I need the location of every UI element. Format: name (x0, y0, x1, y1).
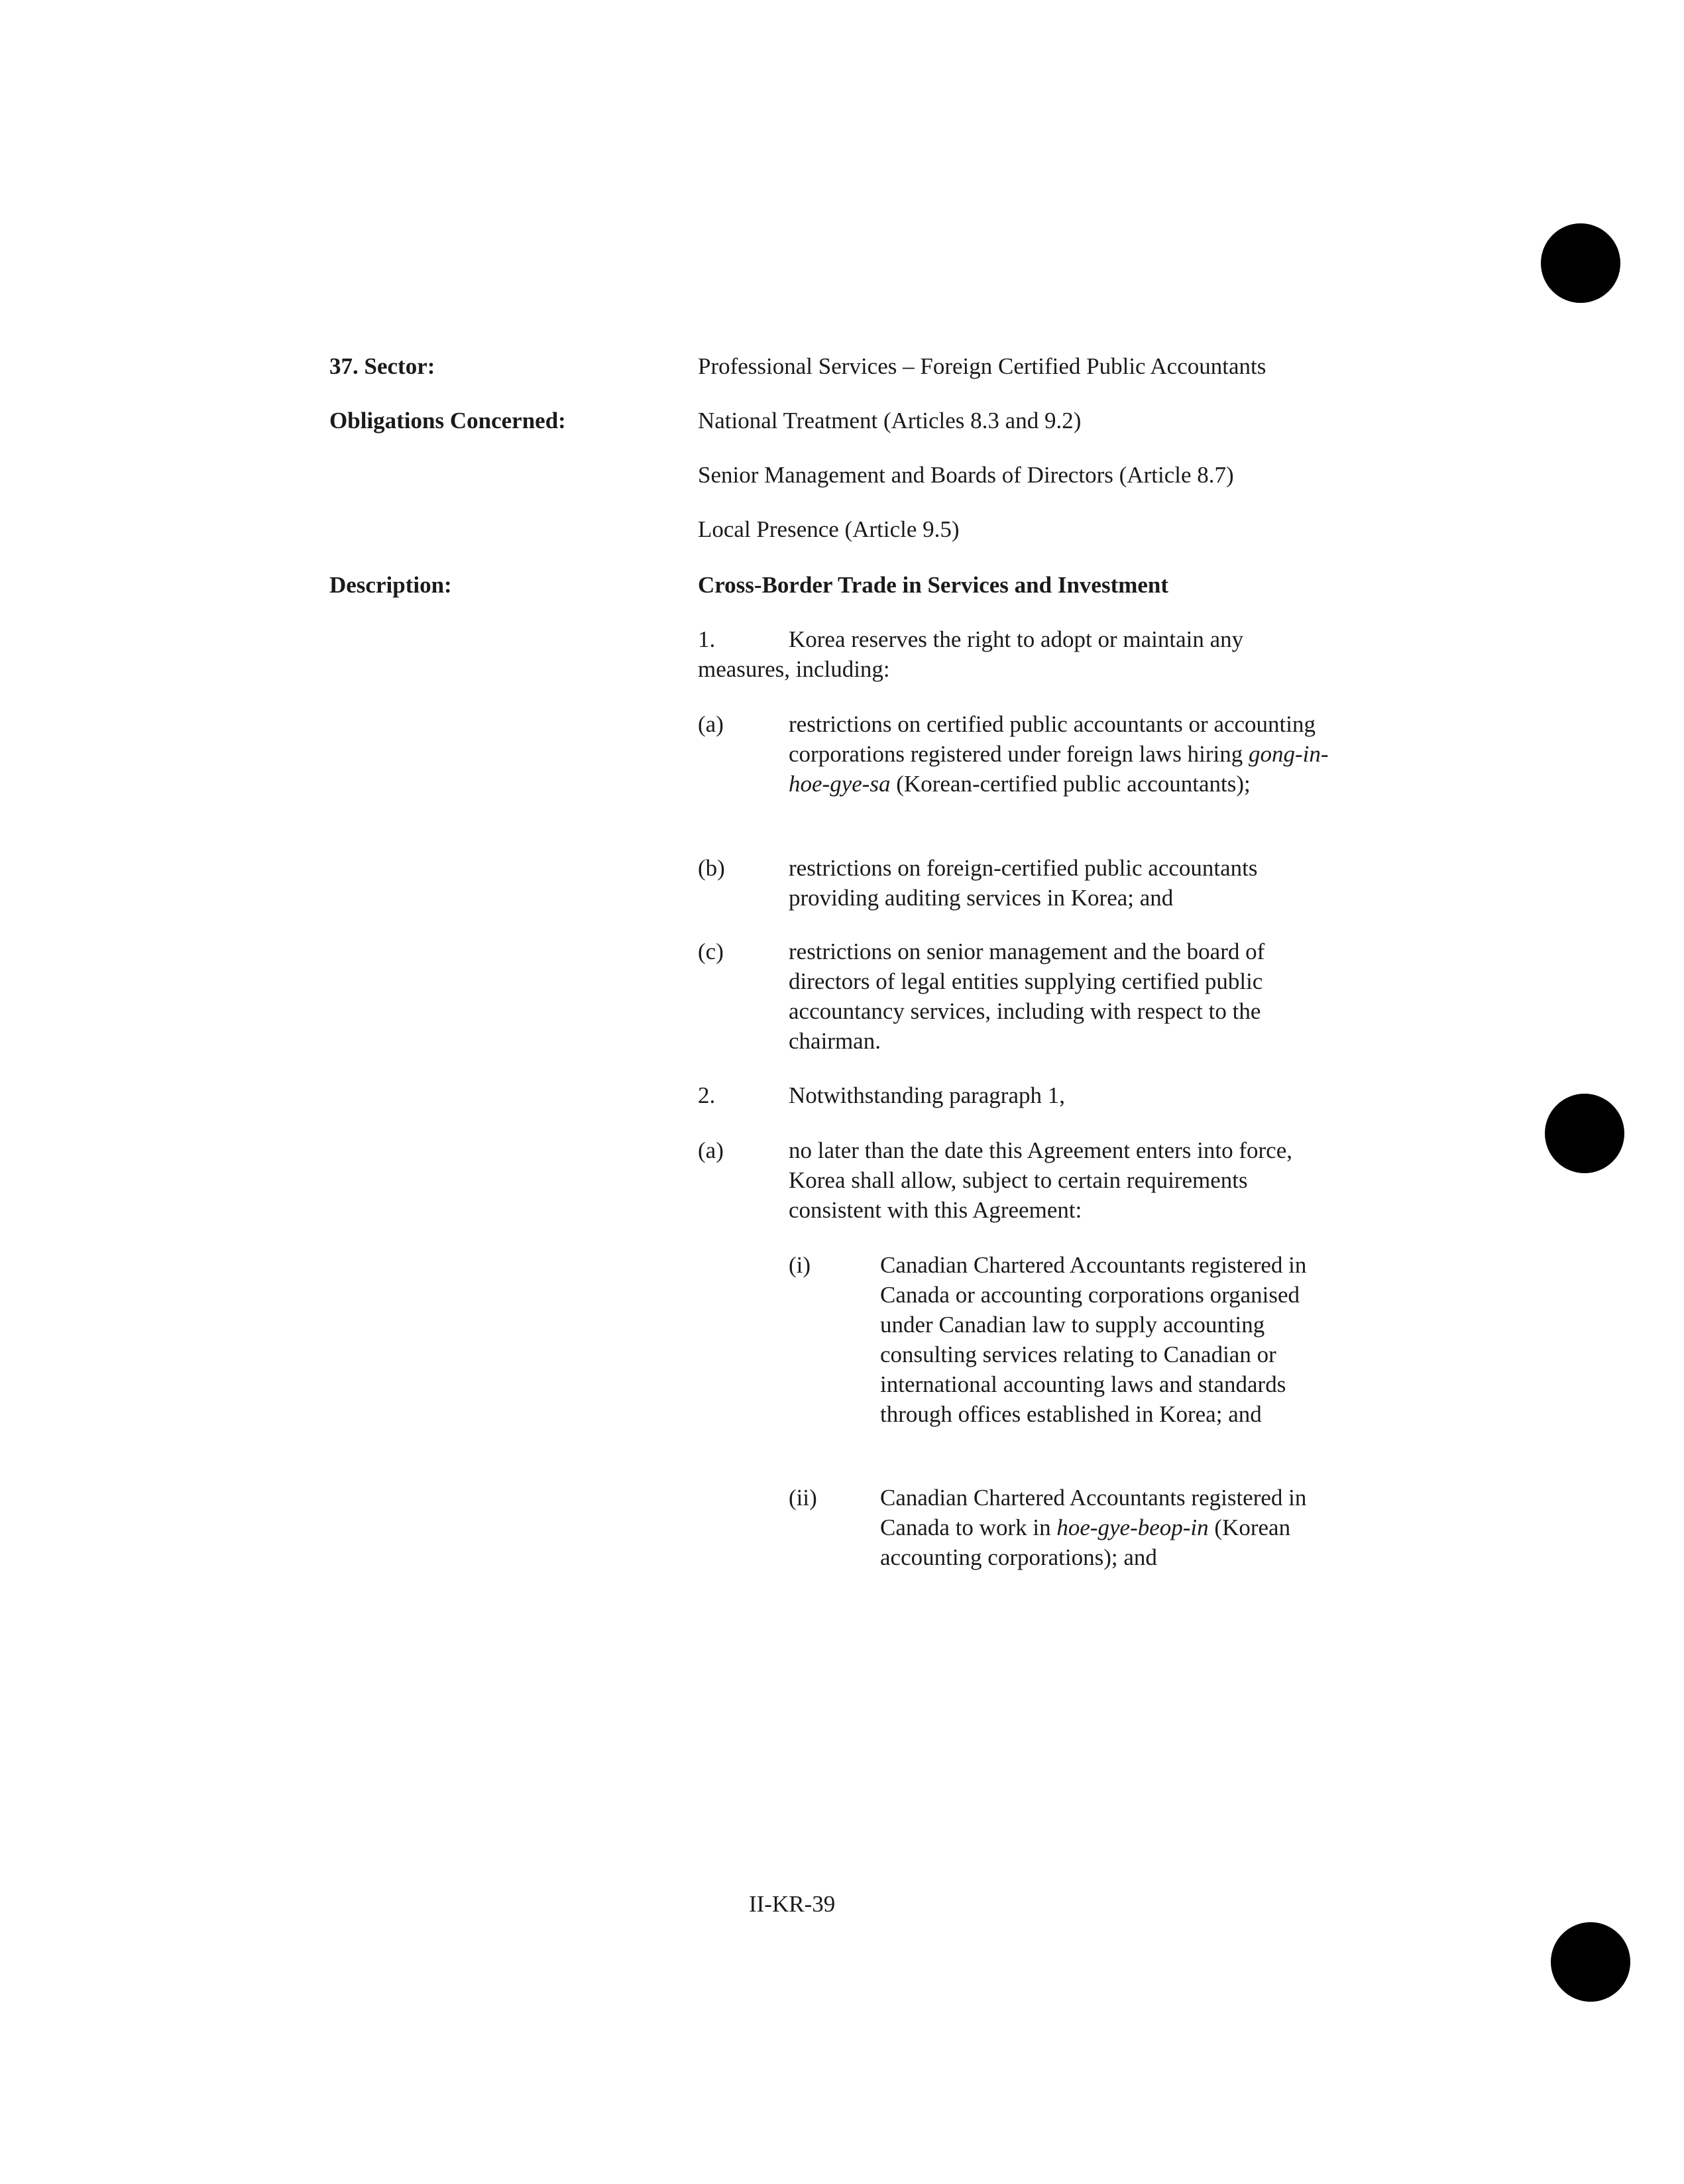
punch-hole-bottom (1551, 1922, 1630, 2002)
item-1a-number: (a) (698, 711, 724, 737)
item-2aii-text-end: (Korean accounting corporations); and (880, 1515, 1291, 1570)
item-2aii-text-start: Canadian Chartered Accountants registered in Canada to work in (880, 1485, 1307, 1540)
item-2a-text: no later than the date this Agreement enters into force, Korea shall allow, subject to certain requirements consistent with this Agreement: (789, 1137, 1293, 1223)
item-1a-text-end: (Korean-certified public accountants); (890, 771, 1251, 797)
item-1b-text: restrictions on foreign-certified public accountants providing auditing services in Korea; and (789, 855, 1258, 911)
item-1b-number: (b) (698, 855, 725, 881)
paragraph-2-text: Notwithstanding paragraph 1, (789, 1082, 1065, 1108)
item-1c-text: restrictions on senior management and the board of directors of legal entities supplying certified public accountancy services, including with respect to the chairman. (789, 939, 1265, 1054)
paragraph-1 (698, 624, 1308, 684)
paragraph-2-number: 2. (698, 1082, 716, 1108)
obligation-item: National Treatment (Articles 8.3 and 9.2) (698, 408, 1082, 433)
item-1a-text-start: restrictions on certified public accountants or accounting corporations registered under foreign laws hiring (789, 711, 1316, 767)
item-2a-number: (a) (698, 1137, 724, 1163)
item-2ai-number: (i) (789, 1252, 811, 1278)
item-2ai-text: Canadian Chartered Accountants registered in Canada or accounting corporations organised under Canadian law to supply accounting consulting services relating to Canadian or international accounting laws and standards through offices established in Korea; and (880, 1252, 1307, 1427)
item-1c-number: (c) (698, 939, 724, 964)
item-2aii-text (880, 1483, 1337, 1572)
sector-value: Professional Services – Foreign Certified Public Accountants (698, 353, 1266, 379)
paragraph-1-number: 1. (698, 626, 716, 652)
description-heading: Cross-Border Trade in Services and Investment (698, 572, 1169, 598)
item-1a-text (789, 709, 1352, 799)
obligations-label: Obligations Concerned: (329, 408, 566, 433)
sector-label: 37. Sector: (329, 353, 435, 379)
paragraph-1-text: Korea reserves the right to adopt or maintain any measures, including: (698, 626, 1244, 682)
punch-hole-top (1541, 223, 1620, 303)
punch-hole-middle (1545, 1094, 1624, 1173)
item-2aii-number: (ii) (789, 1485, 817, 1511)
page-number: II-KR-39 (749, 1891, 836, 1917)
obligation-item: Local Presence (Article 9.5) (698, 516, 960, 542)
description-label: Description: (329, 572, 452, 598)
item-2aii-italic-term: hoe-gye-beop-in (1056, 1515, 1209, 1540)
item-1a-italic-term: gong-in-hoe-gye-sa (789, 741, 1329, 797)
obligation-item: Senior Management and Boards of Directors (Article 8.7) (698, 462, 1234, 488)
